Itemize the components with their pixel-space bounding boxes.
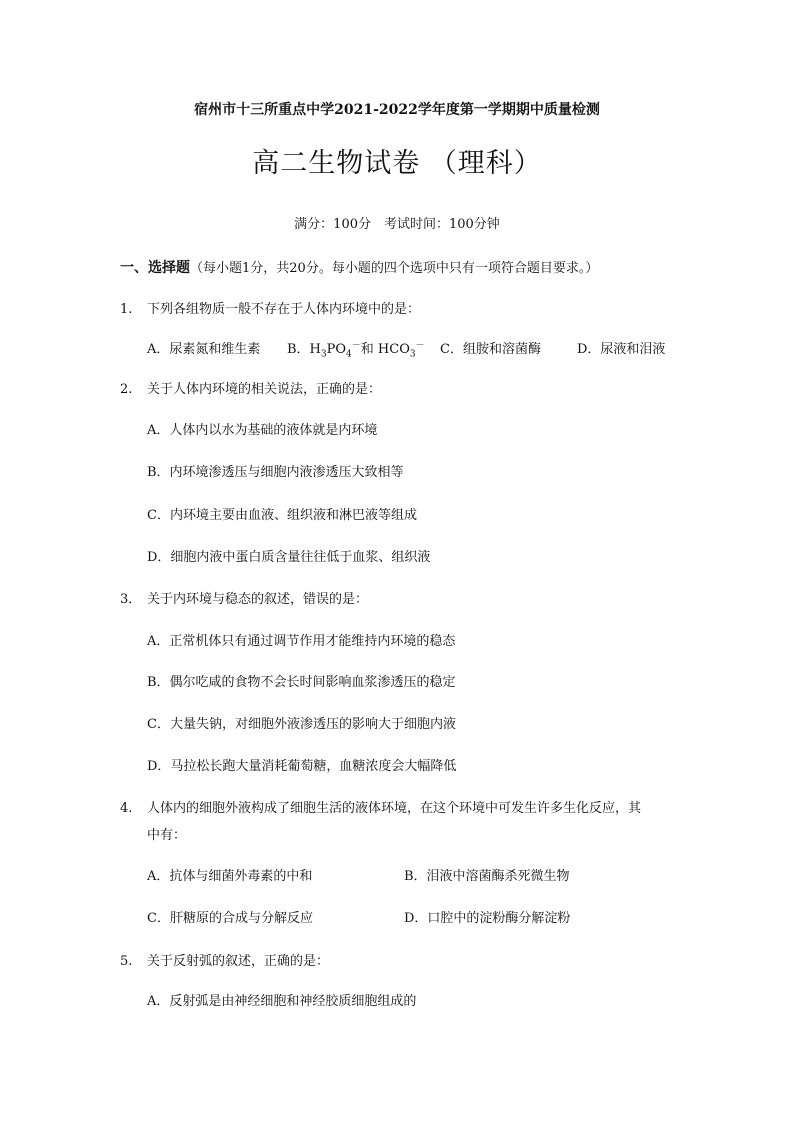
- section-heading: [120, 259, 598, 278]
- option-c: C．肝糖原的合成与分解反应: [147, 911, 313, 926]
- question-3: [120, 591, 368, 609]
- question-number: 4.: [120, 801, 133, 816]
- option-b: B．泪液中溶菌酶杀死微生物: [404, 869, 570, 884]
- question-number: 2.: [120, 382, 133, 397]
- question-stem: 下列各组物质一般不存在于人体内环境中的是：: [147, 302, 421, 317]
- option-a: A．抗体与细菌外毒素的中和: [147, 869, 313, 884]
- exam-title: 高二生物试卷 （理科）: [252, 148, 542, 179]
- question-number: 3．: [120, 592, 142, 607]
- question-stem: 关于人体内环境的相关说法，正确的是：: [147, 382, 382, 397]
- option-b: B．偶尔吃咸的食物不会长时间影响血浆渗透压的稳定: [147, 675, 456, 690]
- option-d: D．尿液和泪液: [577, 342, 666, 357]
- option-b: B．内环境渗透压与细胞内液渗透压大致相等: [147, 465, 404, 480]
- question-stem-continued: 中有：: [147, 828, 187, 843]
- option-c: C．组胺和溶菌酶: [440, 342, 541, 357]
- section-label: 一、选择题: [120, 260, 190, 276]
- exam-meta: 满分：100分 考试时间：100分钟: [294, 217, 500, 232]
- option-c: C．大量失钠，对细胞外液渗透压的影响大于细胞内液: [147, 717, 456, 732]
- option-d: D．口腔中的淀粉酶分解淀粉: [404, 911, 571, 926]
- option-b: B．$H_3PO_4^-$和 $HCO_3^-$: [287, 340, 425, 360]
- question-stem: 关于反射弧的叙述，正确的是：: [147, 954, 330, 969]
- question-1: [120, 301, 420, 319]
- question-4: [120, 800, 641, 818]
- option-a: A．反射弧是由神经细胞和神经胶质细胞组成的: [147, 994, 417, 1009]
- question-5: [120, 953, 329, 971]
- option-a: A．正常机体只有通过调节作用才能维持内环境的稳态: [147, 634, 456, 649]
- question-2: [120, 381, 381, 399]
- option-a: A．尿素氮和维生素: [147, 342, 261, 357]
- question-stem: 人体内的细胞外液构成了细胞生活的液体环境，在这个环境中可发生许多生化反应，其: [147, 801, 642, 816]
- section-note: （每小题1分，共20分。每小题的四个选项中只有一项符合题目要求。）: [190, 261, 599, 276]
- option-c: C．内环境主要由血液、组织液和淋巴液等组成: [147, 508, 417, 523]
- school-exam-line: 宿州市十三所重点中学2021-2022学年度第一学期期中质量检测: [194, 102, 600, 118]
- option-a: A．人体内以水为基础的液体就是内环境: [147, 423, 378, 438]
- option-d: D．马拉松长跑大量消耗葡萄糖，血糖浓度会大幅降低: [147, 759, 457, 774]
- question-number: 1.: [120, 302, 133, 317]
- question-stem: 关于内环境与稳态的叙述，错误的是：: [147, 592, 369, 607]
- option-d: D．细胞内液中蛋白质含量往往低于血浆、组织液: [147, 550, 431, 565]
- question-number: 5.: [120, 954, 133, 969]
